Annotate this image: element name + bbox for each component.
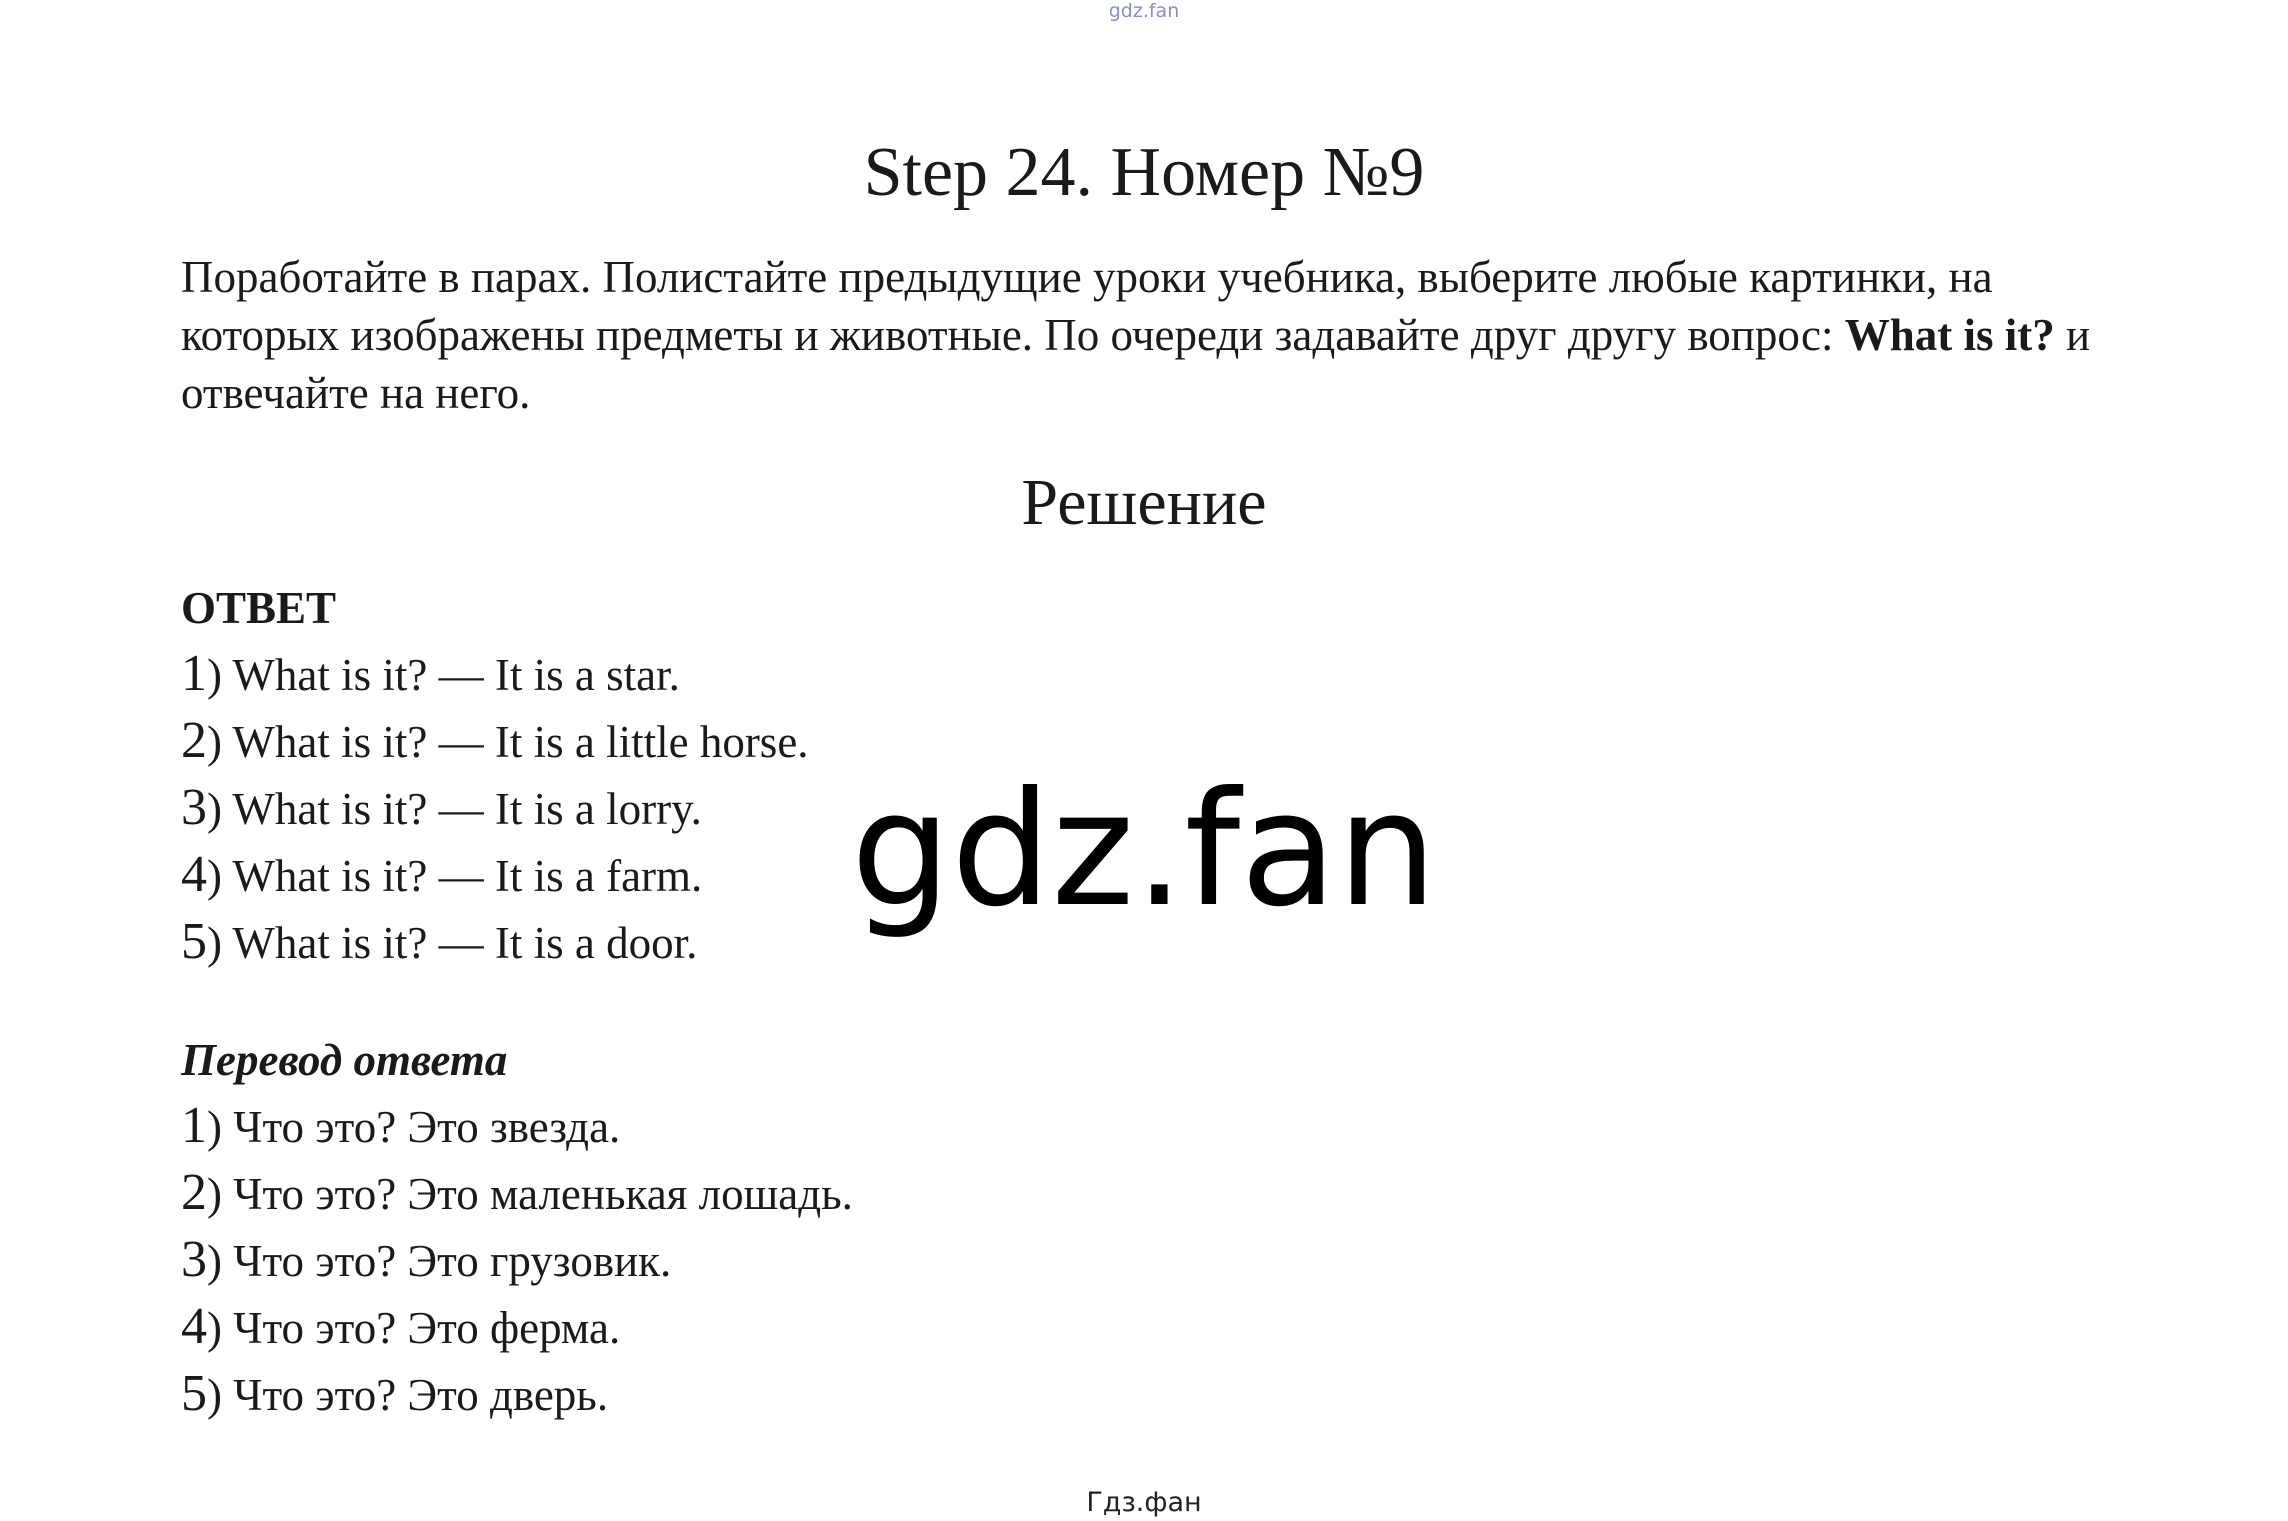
translation-item — [181, 1226, 853, 1293]
translation-item-text: ) Что это? Это ферма. — [207, 1303, 621, 1353]
translation-item-text: ) Что это? Это звезда. — [207, 1102, 621, 1152]
answer-item-text: ) What is it? — It is a farm. — [207, 851, 703, 901]
center-watermark-text: gdz.fan — [850, 758, 1438, 942]
translation-item-text: ) Что это? Это грузовик. — [207, 1236, 672, 1286]
answer-item-number: 4 — [181, 846, 207, 903]
translation-item-text: ) Что это? Это маленькая лошадь. — [207, 1169, 853, 1219]
translation-item-number: 4 — [181, 1298, 207, 1355]
task-text — [181, 248, 2141, 422]
translation-item-number: 5 — [181, 1365, 207, 1422]
footer-watermark: Гдз.фан — [1086, 1487, 1202, 1518]
solution-heading: Решение — [1021, 466, 1267, 539]
task-text-bold: What is it? — [1844, 310, 2055, 360]
translation-item-number: 2 — [181, 1164, 207, 1221]
translation-item — [181, 1293, 853, 1360]
answer-item-text: ) What is it? — It is a lorry. — [207, 784, 702, 834]
task-text-after: и отвечайте на него. — [181, 310, 2091, 418]
answer-item-text: ) What is it? — It is a door. — [207, 918, 698, 968]
center-watermark — [0, 760, 2288, 940]
translation-list — [181, 1092, 853, 1427]
top-watermark: gdz.fan — [1108, 0, 1180, 22]
page-title: Step 24. Номер №9 — [863, 134, 1425, 211]
answer-heading: ОТВЕТ — [181, 583, 337, 633]
translation-item-text: ) Что это? Это дверь. — [207, 1370, 609, 1420]
task-text-before: Поработайте в парах. Полистайте предыдущие уроки учебника, выберите любые картинки, на которых изображены предметы и животные. По очереди задавайте друг другу вопрос: — [181, 252, 1993, 360]
answer-item-text: ) What is it? — It is a little horse. — [207, 717, 809, 767]
translation-item — [181, 1159, 853, 1226]
answer-item-number: 1 — [181, 645, 207, 702]
answer-item-text: ) What is it? — It is a star. — [207, 650, 680, 700]
translation-item-number: 3 — [181, 1231, 207, 1288]
answer-item-number: 5 — [181, 913, 207, 970]
answer-item-number: 2 — [181, 712, 207, 769]
translation-item — [181, 1360, 853, 1427]
translation-item-number: 1 — [181, 1097, 207, 1154]
answer-item — [181, 640, 809, 707]
translation-item — [181, 1092, 853, 1159]
answer-item-number: 3 — [181, 779, 207, 836]
translation-heading: Перевод ответа — [181, 1035, 508, 1085]
